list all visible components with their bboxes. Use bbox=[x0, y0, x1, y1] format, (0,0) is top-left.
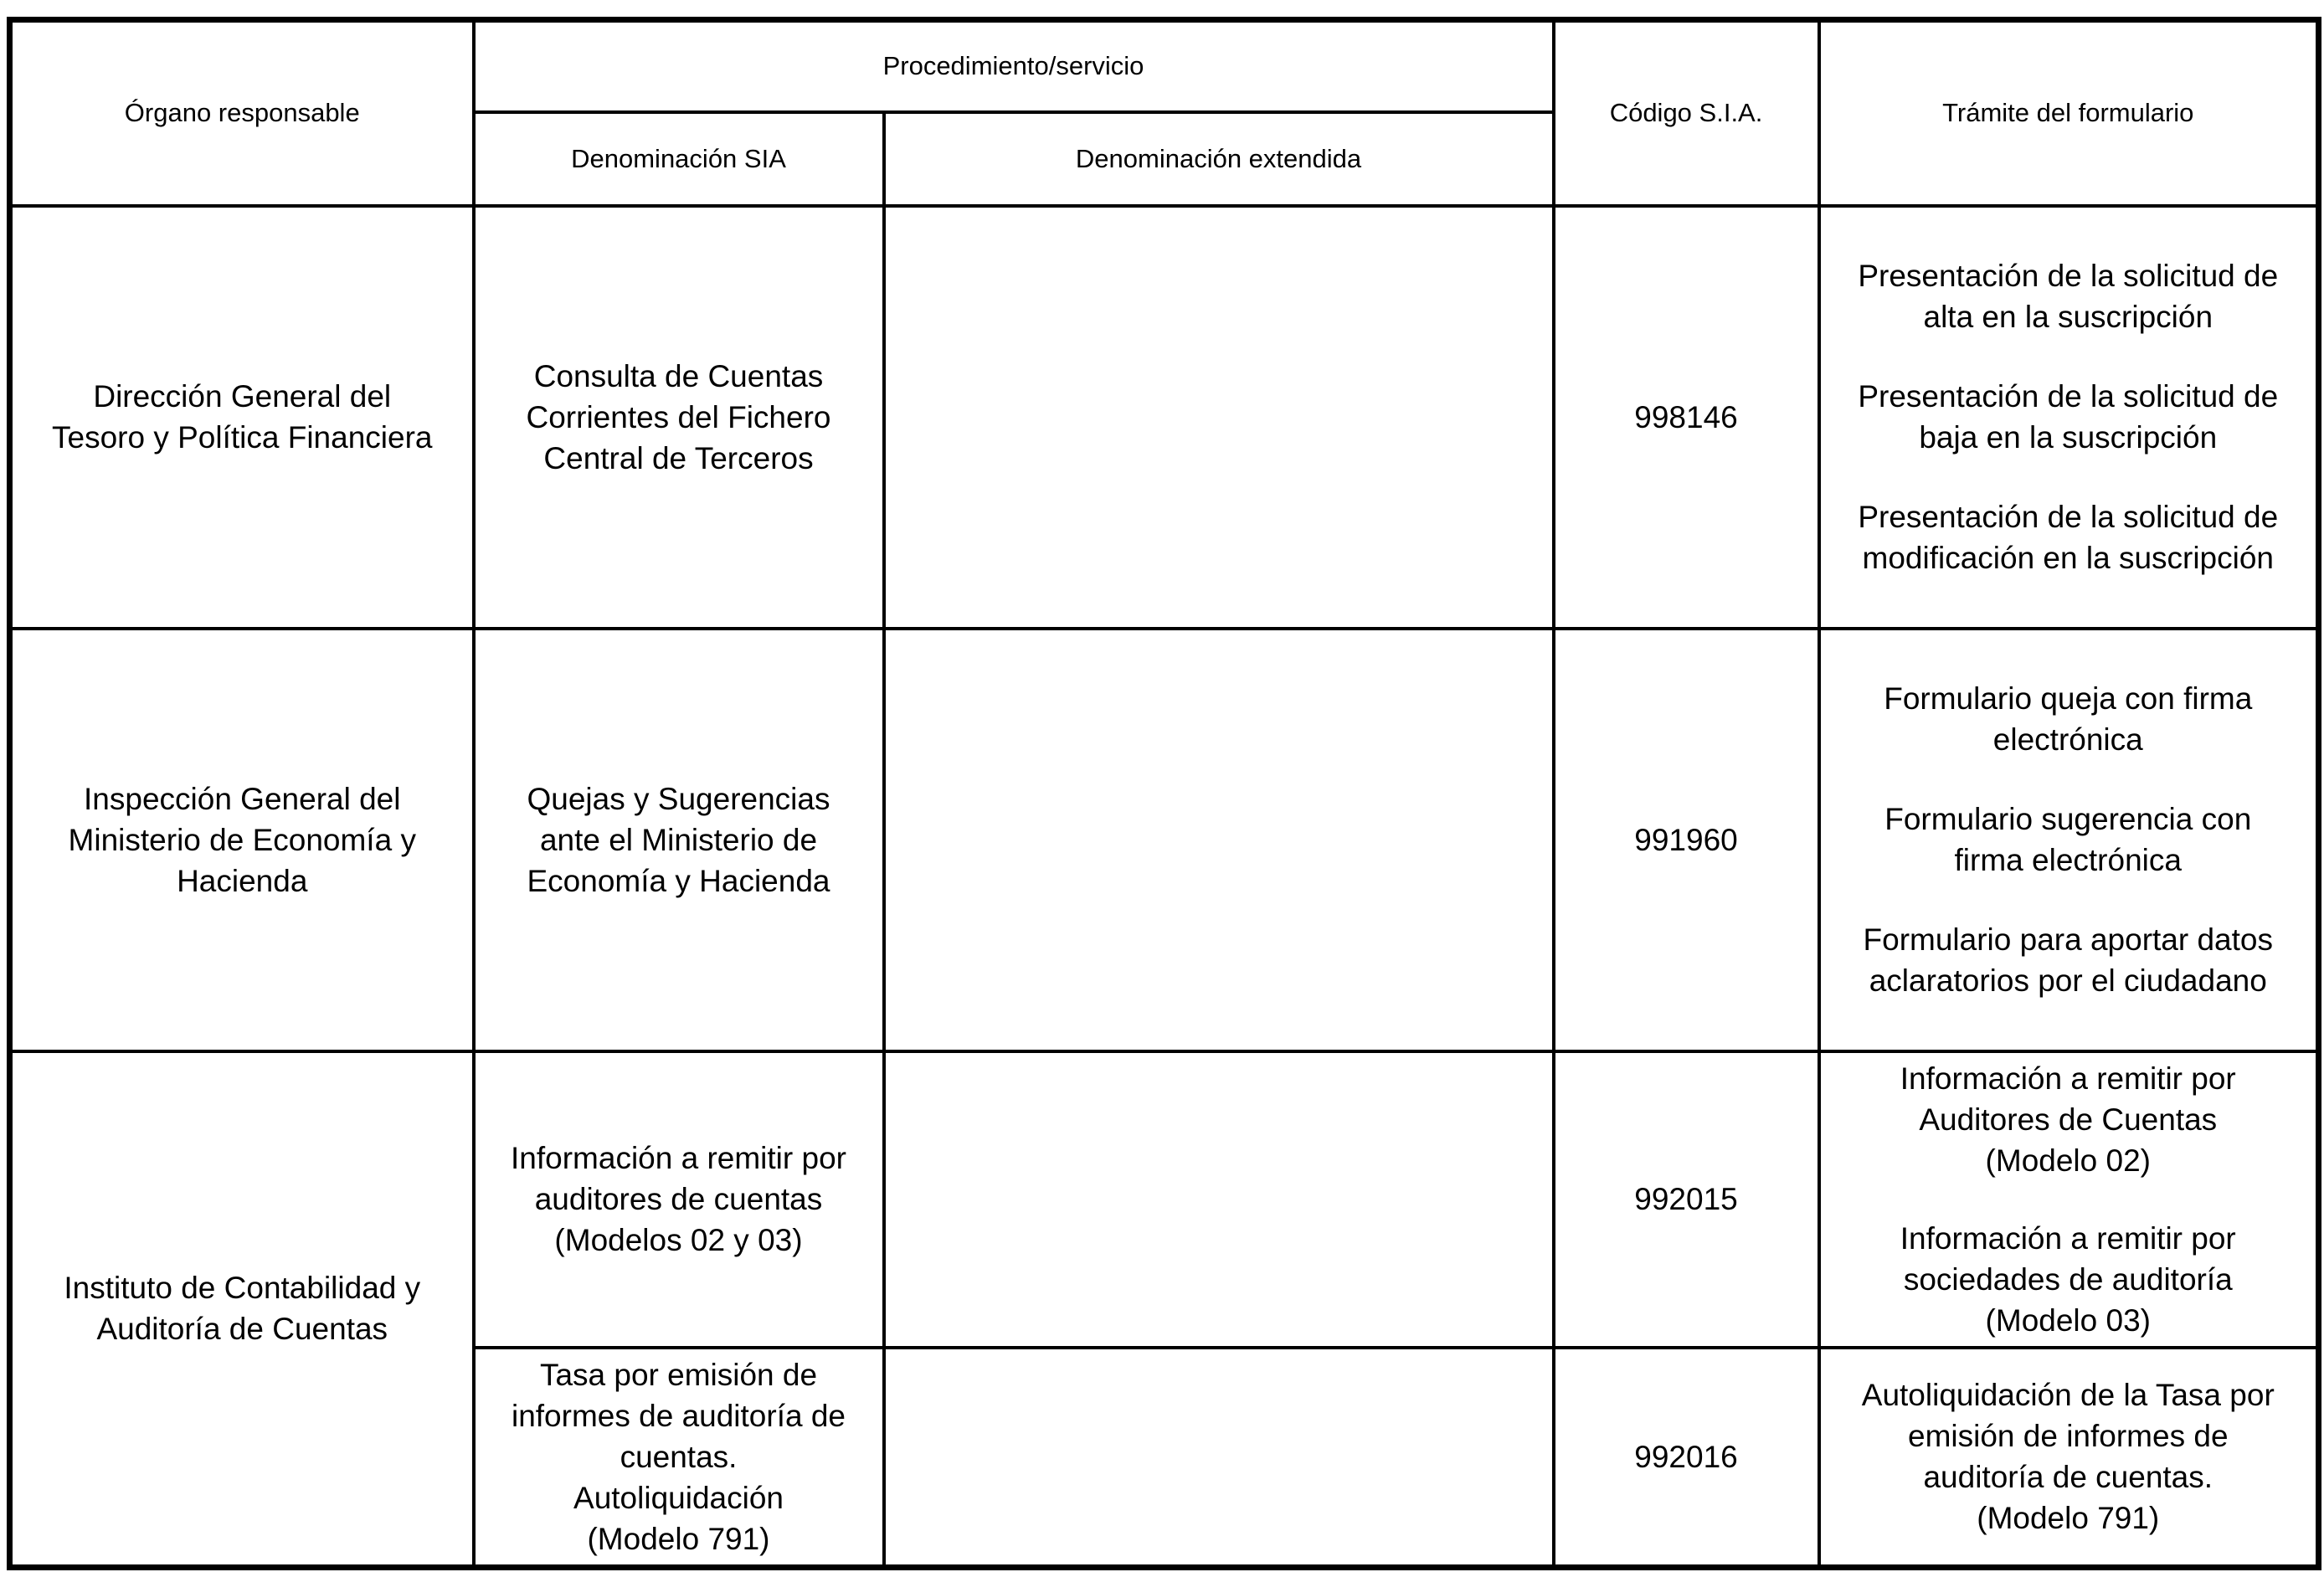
denominacion-sia-cell: Tasa por emisión de informes de auditoría de cuentas. Autoliquidación (Modelo 791) bbox=[474, 1348, 884, 1568]
denominacion-extendida-cell bbox=[884, 629, 1554, 1051]
header-denominacion-extendida: Denominación extendida bbox=[884, 112, 1554, 206]
tramite-cell bbox=[1819, 1051, 2319, 1348]
tramite-cell bbox=[1819, 1348, 2319, 1568]
tramite-item: Información a remitir por Auditores de Cuentas (Modelo 02) bbox=[1900, 1061, 2236, 1178]
table-row bbox=[10, 1051, 2319, 1348]
header-denominacion-sia: Denominación SIA bbox=[474, 112, 884, 206]
header-organo-responsable: Órgano responsable bbox=[10, 20, 474, 206]
tramite-cell bbox=[1819, 629, 2319, 1051]
table-row bbox=[10, 206, 2319, 629]
codigo-sia-cell: 992016 bbox=[1554, 1348, 1819, 1568]
tramite-list bbox=[1829, 1374, 2308, 1539]
tramite-list bbox=[1829, 1058, 2308, 1341]
tramite-list bbox=[1829, 255, 2308, 578]
tramite-item: Información a remitir por sociedades de auditoría (Modelo 03) bbox=[1900, 1220, 2236, 1338]
tramite-item: Formulario para aportar datos aclaratorios por el ciudadano bbox=[1863, 922, 2273, 998]
tramite-item: Formulario sugerencia con firma electrónica bbox=[1884, 802, 2252, 877]
tramite-item: Presentación de la solicitud de alta en la suscripción bbox=[1858, 259, 2279, 334]
codigo-sia-cell: 998146 bbox=[1554, 206, 1819, 629]
header-procedimiento-servicio: Procedimiento/servicio bbox=[474, 20, 1554, 112]
organo-cell: Instituto de Contabilidad y Auditoría de Cuentas bbox=[10, 1051, 474, 1568]
denominacion-sia-cell: Quejas y Sugerencias ante el Ministerio de Economía y Hacienda bbox=[474, 629, 884, 1051]
tramite-item: Presentación de la solicitud de baja en la suscripción bbox=[1858, 379, 2279, 455]
tramite-item: Formulario queja con firma electrónica bbox=[1884, 681, 2253, 757]
denominacion-extendida-cell bbox=[884, 206, 1554, 629]
tramite-item: Autoliquidación de la Tasa por emisión de informes de auditoría de cuentas. (Modelo 791) bbox=[1861, 1378, 2275, 1535]
header-tramite-formulario: Trámite del formulario bbox=[1819, 20, 2319, 206]
organo-cell: Inspección General del Ministerio de Economía y Hacienda bbox=[10, 629, 474, 1051]
table-row bbox=[10, 629, 2319, 1051]
denominacion-extendida-cell bbox=[884, 1051, 1554, 1348]
denominacion-sia-cell: Consulta de Cuentas Corrientes del Fichero Central de Terceros bbox=[474, 206, 884, 629]
tramite-item: Presentación de la solicitud de modificación en la suscripción bbox=[1858, 500, 2279, 575]
codigo-sia-cell: 991960 bbox=[1554, 629, 1819, 1051]
denominacion-extendida-cell bbox=[884, 1348, 1554, 1568]
codigo-sia-cell: 992015 bbox=[1554, 1051, 1819, 1348]
tramite-cell bbox=[1819, 206, 2319, 629]
organo-cell: Dirección General del Tesoro y Política Financiera bbox=[10, 206, 474, 629]
tramite-list bbox=[1829, 678, 2308, 1001]
header-codigo-sia: Código S.I.A. bbox=[1554, 20, 1819, 206]
sia-procedures-table bbox=[7, 17, 2321, 1570]
sia-procedures-document bbox=[7, 17, 2316, 1556]
denominacion-sia-cell: Información a remitir por auditores de cuentas (Modelos 02 y 03) bbox=[474, 1051, 884, 1348]
header-row-top bbox=[10, 20, 2319, 112]
